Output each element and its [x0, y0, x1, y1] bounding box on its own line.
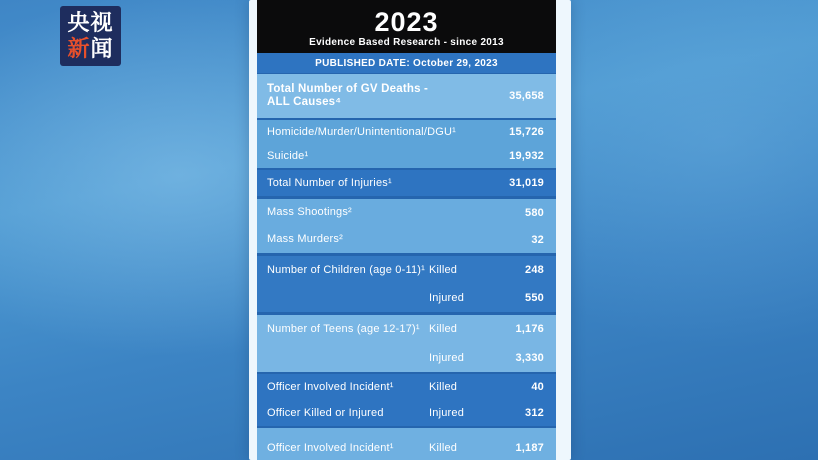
stat-value: 40 [531, 381, 544, 393]
logo-line1: 央视 [67, 10, 114, 35]
stat-value: 550 [525, 292, 544, 304]
stat-label: Officer Involved Incident¹ [267, 441, 394, 454]
cctv-news-logo [60, 6, 121, 66]
stat-row [257, 374, 556, 400]
published-date-band: PUBLISHED DATE: October 29, 2023 [257, 53, 556, 73]
stat-sublabel: Killed [429, 381, 458, 393]
stat-row [257, 74, 556, 118]
stat-group [257, 374, 556, 426]
stat-label: Mass Murders² [267, 233, 343, 245]
stats-table [257, 74, 556, 460]
stat-value: 1,176 [515, 323, 544, 336]
stat-group [257, 120, 556, 168]
stat-sublabel: Killed [429, 323, 458, 336]
stat-value: 312 [525, 407, 544, 419]
stat-row [257, 120, 556, 144]
stat-label-line2: ALL Causes⁴ [267, 96, 342, 108]
stat-value: 35,658 [509, 90, 544, 102]
stat-row [257, 170, 556, 196]
stat-value: 580 [525, 206, 544, 219]
stat-label [267, 83, 429, 109]
stat-row [257, 315, 556, 344]
stat-value: 31,019 [509, 177, 544, 189]
stat-row [257, 199, 556, 226]
stat-label: Number of Children (age 0-11)¹ [267, 263, 426, 276]
stat-group [257, 199, 556, 253]
stat-group [257, 170, 556, 196]
panel-year: 2023 [374, 6, 439, 37]
stat-group [257, 256, 556, 312]
stat-value: 3,330 [515, 351, 544, 364]
logo-char-xin: 新 [67, 36, 91, 61]
stat-value: 248 [525, 264, 544, 276]
stat-label: Officer Involved Incident¹ [267, 380, 394, 393]
stat-label: Homicide/Murder/Unintentional/DGU¹ [267, 125, 456, 138]
stat-value: 32 [531, 233, 544, 246]
logo-line2 [67, 36, 113, 62]
stat-row [257, 400, 556, 426]
stat-row [257, 226, 556, 253]
stat-label: Total Number of Injuries¹ [267, 176, 392, 189]
stat-row [257, 144, 556, 168]
stat-label-line1: Total Number of GV Deaths - [267, 83, 429, 95]
stat-group [257, 315, 556, 372]
stat-group [257, 428, 556, 460]
panel-subtitle: Evidence Based Research - since 2013 [309, 36, 504, 48]
stat-sublabel: Killed [429, 442, 458, 454]
stat-value: 19,932 [509, 150, 544, 162]
stat-label: Mass Shootings² [267, 206, 352, 218]
stat-label: Suicide¹ [267, 149, 309, 162]
stat-label: Officer Killed or Injured [267, 406, 384, 419]
stat-value: 15,726 [509, 126, 544, 138]
panel-header [257, 0, 556, 53]
stat-row [257, 256, 556, 284]
stat-value: 1,187 [515, 442, 544, 454]
stat-group [257, 74, 556, 118]
stat-label: Number of Teens (age 12-17)¹ [267, 322, 420, 335]
stat-sublabel: Injured [429, 292, 465, 304]
stat-row [257, 428, 556, 460]
gun-violence-stats-panel [257, 0, 556, 460]
stat-sublabel: Injured [429, 351, 465, 364]
stat-sublabel: Killed [429, 264, 458, 276]
stat-row [257, 344, 556, 373]
stat-sublabel: Injured [429, 407, 465, 419]
stat-row [257, 284, 556, 312]
logo-char-wen: 闻 [90, 36, 114, 61]
